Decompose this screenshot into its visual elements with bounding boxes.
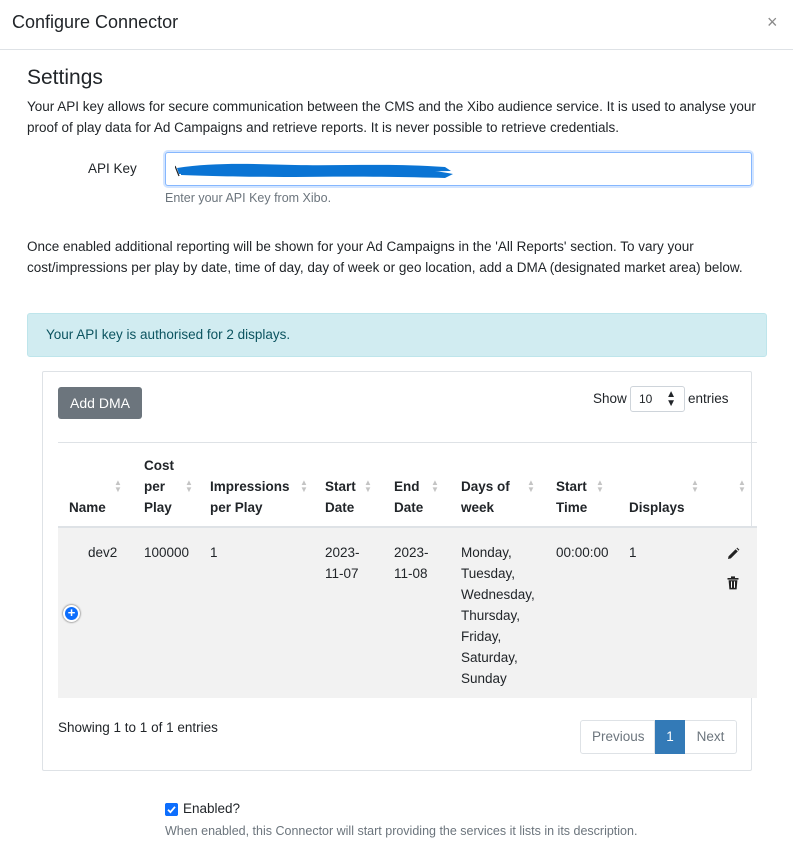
table-top-border	[58, 442, 757, 443]
sort-icon: ▲ ▼	[364, 478, 372, 494]
api-key-help: Enter your API Key from Xibo.	[165, 191, 332, 205]
cell-end-date: 2023-11-08	[394, 545, 429, 581]
column-header-end-date[interactable]: End Date	[394, 479, 424, 515]
page-size-value: 10	[639, 392, 653, 406]
cell-impressions: 1	[210, 545, 218, 560]
sort-icon: ▲ ▼	[691, 478, 699, 494]
column-header-days-of-week[interactable]: Days of week	[461, 479, 510, 515]
show-label: Show	[593, 391, 627, 406]
modal-header	[0, 0, 793, 50]
sort-icon: ▲ ▼	[114, 478, 122, 494]
column-header-name[interactable]: Name	[69, 500, 106, 515]
redaction-scribble	[175, 158, 455, 182]
enabled-label[interactable]: Enabled?	[183, 801, 241, 816]
showing-entries-text: Showing 1 to 1 of 1 entries	[58, 720, 218, 735]
column-header-impressions[interactable]: Impressions per Play	[210, 479, 290, 515]
cell-days-of-week: Monday, Tuesday, Wednesday, Thursday, Friday, Saturday, Sunday	[461, 545, 535, 686]
enabled-checkbox[interactable]	[165, 803, 178, 816]
delete-icon[interactable]	[727, 576, 739, 590]
sort-icon: ▲ ▼	[300, 478, 308, 494]
column-header-cost-per-play[interactable]: Cost per Play	[144, 458, 174, 515]
select-caret-icon: ▲ ▼	[666, 389, 676, 409]
sort-icon: ▲ ▼	[431, 478, 439, 494]
pagination-page-1[interactable]: 1	[655, 720, 685, 754]
add-dma-button[interactable]: Add DMA	[58, 387, 142, 419]
cell-displays: 1	[629, 545, 637, 560]
cell-start-time: 00:00:00	[556, 545, 609, 560]
cell-cost-per-play: 100000	[144, 545, 190, 560]
sort-icon: ▲ ▼	[527, 478, 535, 494]
pagination	[580, 720, 737, 754]
column-header-start-time[interactable]: Start Time	[556, 479, 588, 515]
edit-icon[interactable]	[726, 547, 740, 561]
expand-row-icon[interactable]: +	[63, 605, 80, 622]
authorisation-alert: Your API key is authorised for 2 displays.	[27, 313, 767, 357]
entries-label: entries	[688, 391, 729, 406]
reporting-info: Once enabled additional reporting will be shown for your Ad Campaigns in the 'All Reports' section. To vary your cost/impressions per play by date, time of day, day of week or geo location, add a DMA (designated market area) below.	[27, 239, 743, 275]
pagination-next[interactable]: Next	[685, 720, 737, 754]
sort-icon: ▲ ▼	[596, 478, 604, 494]
pagination-previous[interactable]: Previous	[580, 720, 655, 754]
sort-icon: ▲ ▼	[185, 478, 193, 494]
api-key-label: API Key	[88, 161, 137, 176]
close-icon[interactable]: ×	[767, 12, 778, 32]
column-header-displays[interactable]: Displays	[629, 500, 685, 515]
settings-title: Settings	[27, 66, 103, 89]
sort-icon: ▲ ▼	[738, 478, 746, 494]
cell-name: dev2	[88, 545, 118, 560]
modal-title: Configure Connector	[12, 12, 179, 32]
settings-intro: Your API key allows for secure communication between the CMS and the Xibo audience service. It is used to analyse your proof of play data for Ad Campaigns and retrieve reports. It is never possible to retrieve credentials.	[27, 99, 756, 135]
cell-start-date: 2023-11-07	[325, 545, 360, 581]
enabled-help: When enabled, this Connector will start providing the services it lists in its description.	[165, 824, 638, 838]
column-header-start-date[interactable]: Start Date	[325, 479, 356, 515]
page-size-select[interactable]	[630, 386, 685, 412]
